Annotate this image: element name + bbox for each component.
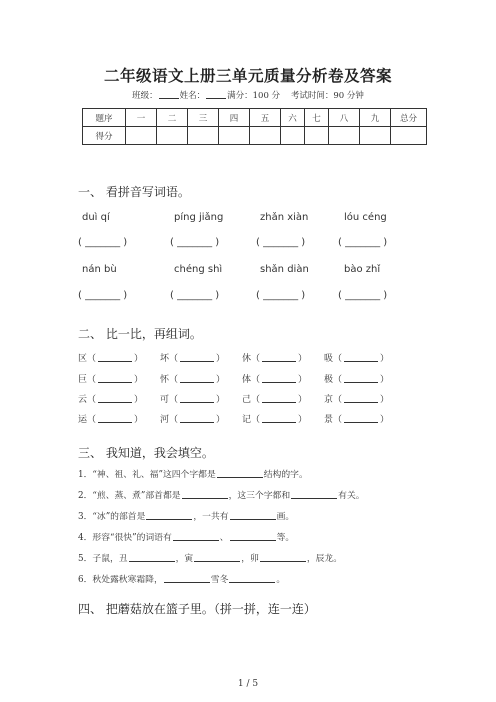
answer-blank[interactable]: ( _______ )	[170, 290, 220, 301]
answer-blank[interactable]: ( _______ )	[338, 237, 388, 248]
fill-question-1	[78, 467, 308, 480]
q-text: ，卯	[241, 554, 259, 564]
q-text: 1．“神、祖、礼、福”这四个字都是	[78, 470, 216, 480]
name-label: 姓名：	[179, 91, 206, 101]
score-cell: 总分	[391, 109, 427, 127]
fill-blank[interactable]	[173, 531, 219, 541]
pinyin-item: duì qí	[82, 212, 110, 223]
fill-question-2	[78, 488, 365, 501]
pinyin-item: lóu céng	[344, 212, 387, 223]
compare-item: 云（ ）	[78, 395, 144, 405]
fill-blank[interactable]	[229, 573, 275, 583]
char: 极	[324, 375, 334, 385]
class-blank[interactable]	[159, 90, 179, 99]
fill-blank[interactable]	[230, 510, 276, 520]
char: 区	[78, 354, 88, 364]
score-cell: 六	[281, 109, 305, 127]
compare-item: 坏（ ）	[160, 354, 226, 364]
score-input[interactable]	[391, 127, 427, 145]
word-blank[interactable]	[262, 394, 296, 403]
fill-question-3	[78, 509, 294, 522]
name-blank[interactable]	[206, 90, 226, 99]
compare-item: 景（ ）	[324, 415, 390, 425]
score-input[interactable]	[305, 127, 329, 145]
q-text: 有关。	[338, 491, 365, 501]
q-text: ，一共有	[193, 512, 229, 522]
answer-blank[interactable]: ( _______ )	[256, 237, 306, 248]
fill-blank[interactable]	[194, 552, 240, 562]
answer-blank[interactable]: ( _______ )	[256, 290, 306, 301]
char: 怀	[160, 375, 170, 385]
fill-question-6	[78, 572, 285, 585]
q-text: 。	[276, 575, 286, 585]
word-blank[interactable]	[180, 353, 214, 362]
q-text: 4．形容“很快”的词语有	[78, 533, 172, 543]
word-blank[interactable]	[344, 394, 378, 403]
compare-item: 可（ ）	[160, 395, 226, 405]
word-blank[interactable]	[98, 374, 132, 383]
score-input[interactable]	[329, 127, 360, 145]
answer-blank[interactable]: ( _______ )	[78, 237, 128, 248]
fill-blank[interactable]	[230, 531, 276, 541]
score-input[interactable]	[281, 127, 305, 145]
char: 可	[160, 395, 170, 405]
char: 吸	[324, 354, 334, 364]
compare-item: 京（ ）	[324, 395, 390, 405]
pinyin-item: chéng shì	[174, 264, 223, 275]
score-value-row	[83, 127, 427, 145]
char: 河	[160, 415, 170, 425]
fill-question-5	[78, 551, 342, 564]
score-input[interactable]	[126, 127, 157, 145]
score-cell: 题序	[83, 109, 126, 127]
score-table	[82, 108, 427, 145]
page-title: 二年级语文上册三单元质量分析卷及答案	[103, 67, 392, 85]
answer-blank[interactable]: ( _______ )	[78, 290, 128, 301]
compare-item: 极（ ）	[324, 375, 390, 385]
score-input[interactable]	[250, 127, 281, 145]
word-blank[interactable]	[98, 414, 132, 423]
compare-item: 体（ ）	[242, 375, 308, 385]
exam-time: 考试时间：90 分钟	[290, 91, 364, 101]
score-input[interactable]	[157, 127, 188, 145]
compare-item: 区（ ）	[78, 354, 144, 364]
char: 己	[242, 395, 252, 405]
section-2-heading: 二、 比一比，再组词。	[78, 327, 202, 341]
pinyin-item: píng jiǎng	[174, 212, 224, 223]
score-cell: 七	[305, 109, 329, 127]
word-blank[interactable]	[262, 374, 296, 383]
compare-item: 吸（ ）	[324, 354, 390, 364]
answer-blank[interactable]: ( _______ )	[338, 290, 388, 301]
q-text: 6．秋处露秋寒霜降，	[78, 575, 163, 585]
word-blank[interactable]	[180, 394, 214, 403]
word-blank[interactable]	[262, 353, 296, 362]
q-text: ，这三个字都和	[228, 491, 291, 501]
section-1-heading: 一、 看拼音写词语。	[78, 185, 190, 199]
q-text: 、	[219, 533, 229, 543]
compare-item: 运（ ）	[78, 415, 144, 425]
compare-item: 休（ ）	[242, 354, 308, 364]
score-cell: 一	[126, 109, 157, 127]
q-text: 3．“冰”的部首是	[78, 512, 146, 522]
char: 云	[78, 395, 88, 405]
word-blank[interactable]	[262, 414, 296, 423]
score-header-row	[83, 109, 427, 127]
q-text: 2．“煎、蒸、煮”部首都是	[78, 491, 181, 501]
word-blank[interactable]	[98, 394, 132, 403]
answer-blank[interactable]: ( _______ )	[170, 237, 220, 248]
word-blank[interactable]	[344, 414, 378, 423]
fill-blank[interactable]	[146, 510, 192, 520]
score-cell: 五	[250, 109, 281, 127]
exam-info	[0, 89, 496, 101]
q-text: 画。	[276, 512, 295, 522]
section-4-heading: 四、 把蘑菇放在篮子里。（拼一拼，连一连）	[78, 602, 316, 616]
fill-question-4	[78, 530, 294, 543]
char: 景	[324, 415, 334, 425]
class-label: 班级：	[132, 91, 158, 101]
fill-blank[interactable]	[260, 552, 306, 562]
q-text: 雪冬	[210, 575, 229, 585]
pinyin-item: zhǎn xiàn	[260, 212, 309, 223]
compare-item: 河（ ）	[160, 415, 226, 425]
word-blank[interactable]	[180, 414, 214, 423]
fill-blank[interactable]	[291, 489, 337, 499]
fill-blank[interactable]	[182, 489, 228, 499]
char: 坏	[160, 354, 170, 364]
char: 京	[324, 395, 334, 405]
char: 体	[242, 375, 252, 385]
compare-item: 巨（ ）	[78, 375, 144, 385]
pinyin-item: bào zhǐ	[344, 264, 381, 275]
page-number: 1 / 5	[237, 679, 259, 689]
char: 休	[242, 354, 252, 364]
q-text: 结构的字。	[263, 470, 308, 480]
fill-blank[interactable]	[164, 573, 210, 583]
score-row-label: 得分	[83, 127, 126, 145]
score-cell: 九	[360, 109, 391, 127]
score-input[interactable]	[188, 127, 219, 145]
q-text: 等。	[276, 533, 295, 543]
char: 运	[78, 415, 88, 425]
word-blank[interactable]	[98, 353, 132, 362]
score-input[interactable]	[219, 127, 250, 145]
pinyin-item: nán bù	[82, 264, 117, 275]
section-3-heading: 三、 我知道，我会填空。	[78, 446, 214, 460]
char: 巨	[78, 375, 88, 385]
char: 记	[242, 415, 252, 425]
word-blank[interactable]	[180, 374, 214, 383]
score-cell: 三	[188, 109, 219, 127]
score-cell: 四	[219, 109, 250, 127]
compare-item: 记（ ）	[242, 415, 308, 425]
compare-item: 己（ ）	[242, 395, 308, 405]
score-cell: 二	[157, 109, 188, 127]
word-blank[interactable]	[344, 353, 378, 362]
fill-blank[interactable]	[217, 468, 263, 478]
pinyin-item: shǎn diàn	[260, 264, 309, 275]
compare-item: 怀（ ）	[160, 375, 226, 385]
score-cell: 八	[329, 109, 360, 127]
full-score: 满分：100 分	[227, 91, 281, 101]
q-text: 5．子鼠，丑	[78, 554, 128, 564]
fill-blank[interactable]	[129, 552, 175, 562]
q-text: ，寅	[175, 554, 194, 564]
word-blank[interactable]	[344, 374, 378, 383]
score-input[interactable]	[360, 127, 391, 145]
q-text: ，辰龙。	[306, 554, 343, 564]
